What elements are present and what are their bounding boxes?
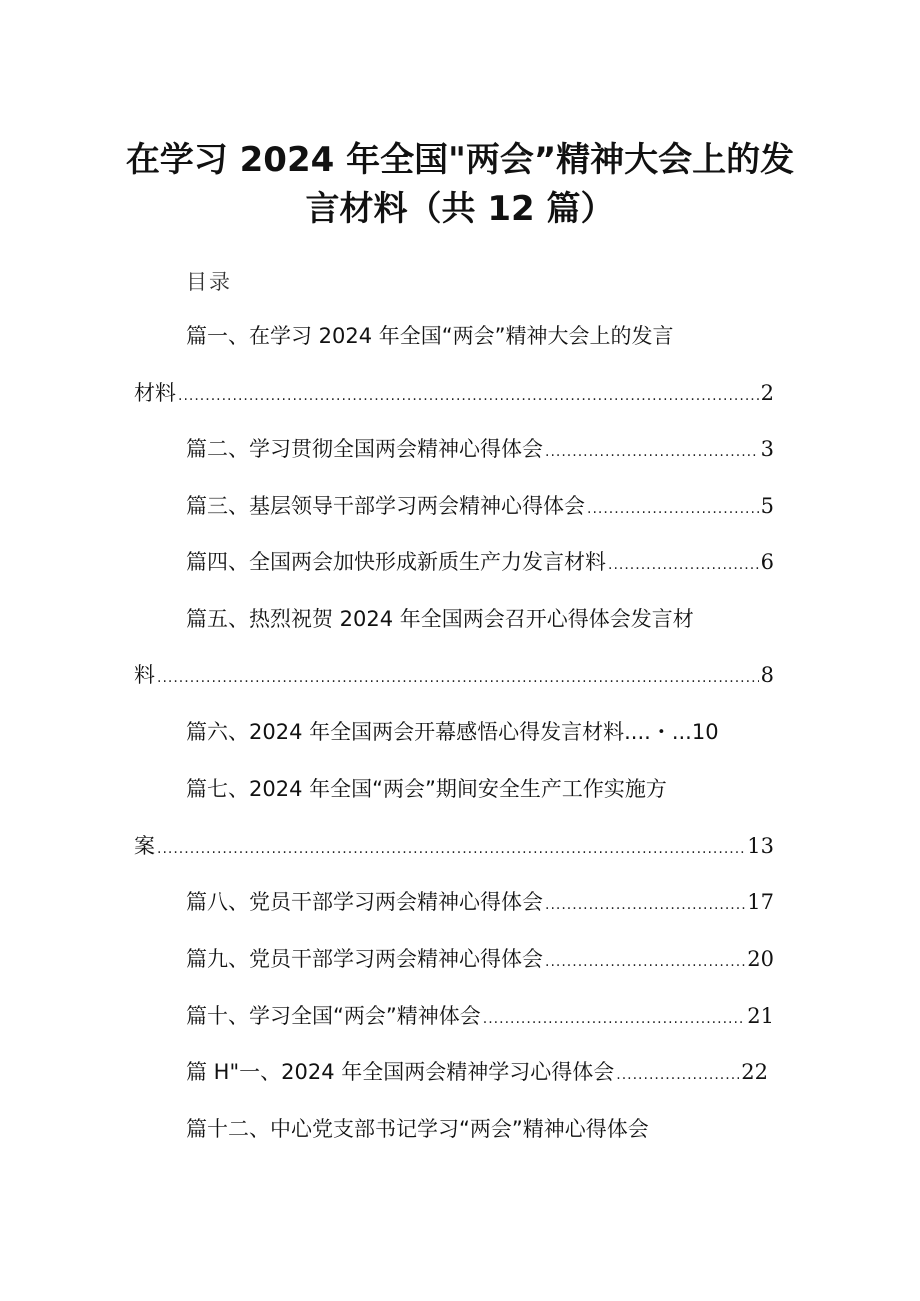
toc-entry-label: 料 — [134, 663, 155, 687]
toc-page-number: 5 — [760, 494, 774, 518]
toc-entry-4[interactable] — [186, 547, 774, 580]
toc-page-number: 2 — [760, 381, 774, 405]
toc-entry-label: 篇十、学习全国“两会”精神体会 — [186, 1004, 481, 1028]
toc-page-number: 3 — [760, 437, 774, 461]
toc-entry-7[interactable] — [134, 831, 774, 864]
toc-leader-dots — [608, 550, 759, 580]
toc-entry-label: 篇三、基层领导干部学习两会精神心得体会 — [186, 494, 585, 518]
toc-entry-label: 篇九、党员干部学习两会精神心得体会 — [186, 947, 543, 971]
toc-page-number: 17 — [747, 890, 774, 914]
toc-entry-label: 篇二、学习贯彻全国两会精神心得体会 — [186, 437, 543, 461]
title-line-2: 言材料（共 12 篇） — [305, 189, 615, 229]
toc-leader-dots — [157, 663, 759, 693]
toc-page-number: 6 — [760, 550, 774, 574]
title-line-1: 在学习 2024 年全国"两会”精神大会上的发 — [125, 140, 795, 180]
toc-leader-dots — [545, 890, 745, 920]
toc-entry-label: 案 — [134, 834, 155, 858]
toc-leader-dots — [483, 1004, 746, 1034]
toc-leader-dots — [157, 834, 745, 864]
toc-page-number: 13 — [747, 834, 774, 858]
toc-page-number: 20 — [747, 947, 774, 971]
toc-entry-5-first-line[interactable]: 篇五、热烈祝贺 2024 年全国两会召开心得体会发言材 — [186, 607, 694, 631]
toc-entry-7-first-line[interactable]: 篇七、2024 年全国“两会”期间安全生产工作实施方 — [186, 777, 667, 801]
toc-entry-label: 材料 — [134, 381, 176, 405]
toc-entry-label: 篇 H"一、2024 年全国两会精神学习心得体会 — [186, 1060, 615, 1084]
toc-leader-dots — [587, 494, 759, 524]
toc-entry-6[interactable]: 篇六、2024 年全国两会开幕感悟心得发言材料....・...10 — [186, 720, 719, 744]
toc-entry-5[interactable] — [134, 660, 774, 693]
toc-entry-label: 篇八、党员干部学习两会精神心得体会 — [186, 890, 543, 914]
toc-entry-3[interactable] — [186, 491, 774, 524]
toc-leader-dots — [178, 381, 759, 411]
toc-page-number: 21 — [747, 1004, 774, 1028]
toc-page-number: 22 — [741, 1060, 768, 1084]
toc-entry-1-first-line[interactable]: 篇一、在学习 2024 年全国“两会”精神大会上的发言 — [186, 324, 674, 348]
toc-entry-8[interactable] — [186, 887, 774, 920]
toc-entry-12-first-line[interactable]: 篇十二、中心党支部书记学习“两会”精神心得体会 — [186, 1117, 649, 1141]
toc-leader-dots — [545, 437, 759, 467]
toc-leader-dots — [616, 1060, 739, 1090]
toc-entry-9[interactable] — [186, 944, 774, 977]
toc-leader-dots — [545, 947, 745, 977]
toc-entry-label: 篇四、全国两会加快形成新质生产力发言材料 — [186, 550, 606, 574]
toc-heading: 目录 — [186, 270, 232, 294]
toc-entry-1[interactable] — [134, 378, 774, 411]
toc-entry-2[interactable] — [186, 434, 774, 467]
toc-entry-11[interactable] — [186, 1057, 768, 1090]
toc-entry-10[interactable] — [186, 1001, 774, 1034]
toc-page-number: 8 — [760, 663, 774, 687]
